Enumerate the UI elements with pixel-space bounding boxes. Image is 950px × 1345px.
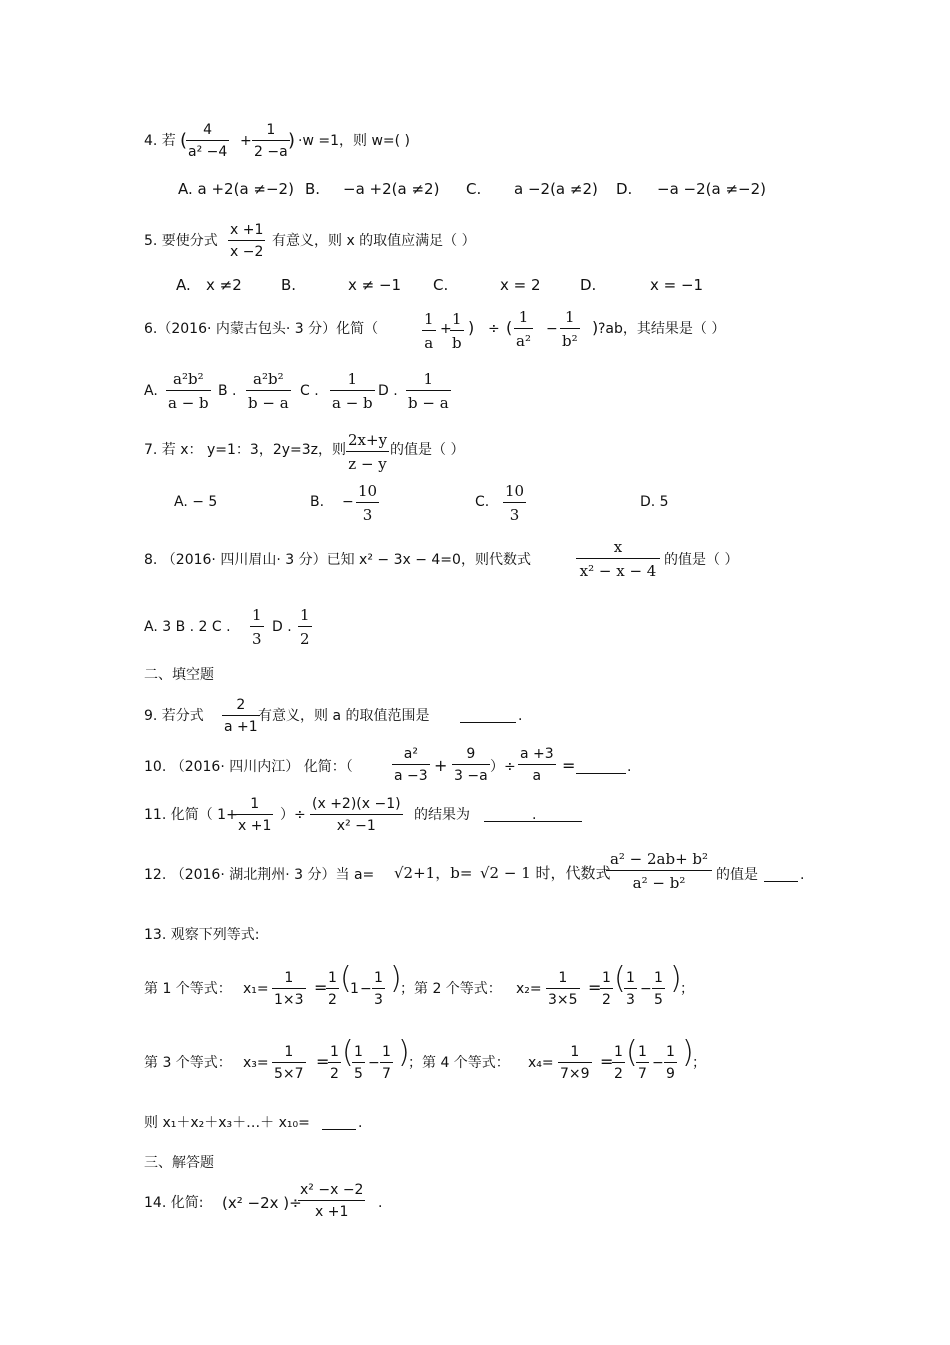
- q4-suffix: ·w =1，则 w=( ): [298, 133, 410, 149]
- q13-eq1-half: 1 2: [328, 970, 337, 1008]
- q6-fraction-2a: 1 a²: [516, 308, 531, 350]
- q6-prefix: 6.（2016· 内蒙古包头· 3 分）化简（: [144, 321, 379, 337]
- q4-plus: +: [240, 133, 252, 149]
- q5-option-d-label: D.: [580, 276, 597, 294]
- q9-answer-blank[interactable]: [460, 709, 516, 723]
- q11-fraction-2: (x +2)(x −1) x² −1: [312, 796, 401, 834]
- q13-eq4-half: 1 2: [614, 1044, 623, 1082]
- q8-suffix: 的值是（ ）: [664, 552, 739, 568]
- q12-prefix: 12. （2016· 湖北荆州· 3 分）当 a=: [144, 867, 375, 883]
- q4-option-d-label: D.: [616, 180, 633, 198]
- q9-fraction: 2 a +1: [224, 697, 258, 735]
- q13-eq4-term-2: 1 9: [666, 1044, 675, 1082]
- q4-option-a: A. a +2(a ≠−2): [178, 180, 294, 198]
- q11-fraction-1: 1 x +1: [238, 796, 272, 834]
- q6-option-a: a²b² a − b: [168, 370, 209, 412]
- q7-suffix: 的值是（ ）: [390, 442, 465, 458]
- q7-option-c: 10 3: [505, 482, 525, 524]
- q13-eq3-term-2: 1 7: [382, 1044, 391, 1082]
- q13-eq1-term: 1 3: [374, 970, 383, 1008]
- q5-option-a: x ≠2: [206, 276, 242, 294]
- q8-option-d-label: D .: [272, 619, 292, 635]
- q6-option-b: a²b² b − a: [248, 370, 289, 412]
- q14-prefix: 14. 化简:: [144, 1195, 204, 1211]
- q13-eq2-label: ；第 2 个等式：: [400, 981, 502, 997]
- q10-fraction-3: a +3 a: [520, 746, 554, 784]
- q6-option-c-label: C .: [300, 383, 319, 399]
- q4-option-c-label: C.: [466, 180, 482, 198]
- q12-suffix: 的值是: [716, 867, 758, 883]
- q5-option-b: x ≠ −1: [348, 276, 402, 294]
- q7-prefix: 7. 若 x： y=1：3，2y=3z，则: [144, 442, 347, 458]
- q13-eq3-term-1: 1 5: [354, 1044, 363, 1082]
- q8-options-ab: A. 3 B . 2 C .: [144, 619, 231, 635]
- q13-eq3-half: 1 2: [330, 1044, 339, 1082]
- q4-fraction-1: 4 a² −4: [188, 122, 228, 160]
- q6-option-c: 1 a − b: [332, 370, 373, 412]
- q5-option-a-label: A.: [176, 276, 191, 294]
- q13-eq2-term-1: 1 3: [626, 970, 635, 1008]
- q10-answer-blank[interactable]: [576, 760, 626, 774]
- q13-sum: 则 x₁＋x₂＋x₃＋…＋ x₁₀=: [144, 1115, 310, 1131]
- q13-eq1-fraction: 1 1×3: [274, 970, 304, 1008]
- q6-option-d-label: D .: [378, 383, 398, 399]
- q13-eq2-fraction: 1 3×5: [548, 970, 578, 1008]
- q6-divide: ÷: [488, 321, 500, 337]
- q8-option-c: 1 3: [252, 606, 262, 648]
- q4-prefix: 4. 若: [144, 133, 176, 149]
- q13-eq4-label: ；第 4 个等式：: [408, 1055, 510, 1071]
- q4-option-b: −a +2(a ≠2): [343, 180, 440, 198]
- q12-a-value: √2+1，b=: [394, 864, 473, 882]
- q9-prefix: 9. 若分式: [144, 708, 204, 724]
- q4-option-d: −a −2(a ≠−2): [657, 180, 766, 198]
- q7-option-b-label: B.: [310, 494, 325, 510]
- q5-option-c-label: C.: [433, 276, 449, 294]
- q6-option-d: 1 b − a: [408, 370, 449, 412]
- q6-fraction-1b: 1 b: [452, 310, 462, 352]
- q4-close-paren: ): [288, 130, 296, 151]
- q13-title: 13. 观察下列等式:: [144, 927, 260, 943]
- q4-option-b-label: B.: [305, 180, 321, 198]
- q13-eq4-term-1: 1 7: [638, 1044, 647, 1082]
- q7-option-b: 10 3: [358, 482, 378, 524]
- q12-fraction: a² − 2ab+ b² a² − b²: [606, 850, 712, 892]
- q5-option-b-label: B.: [281, 276, 297, 294]
- q11-prefix: 11. 化简（ 1+: [144, 807, 238, 823]
- q10-prefix: 10. （2016· 四川内江） 化简：（: [144, 759, 353, 775]
- q7-option-c-label: C.: [475, 494, 490, 510]
- q5-suffix: 有意义，则 x 的取值应满足（ ）: [272, 233, 476, 249]
- q14-fraction: x² −x −2 x +1: [300, 1182, 364, 1220]
- q8-fraction: x x² − x − 4: [576, 538, 660, 580]
- q10-fraction-1: a² a −3: [394, 746, 428, 784]
- q4-open-paren: (: [180, 130, 188, 151]
- q11-suffix: 的结果为: [414, 807, 470, 823]
- q13-answer-blank[interactable]: [322, 1116, 356, 1130]
- q7-option-b-sign: −: [342, 494, 354, 510]
- section-solve: 三、解答题: [144, 1155, 214, 1171]
- q4-option-c: a −2(a ≠2): [514, 180, 598, 198]
- q7-fraction: 2x+y z − y: [348, 431, 388, 473]
- q6-suffix: ?ab，其结果是（ ）: [598, 321, 726, 337]
- q7-option-a: A. − 5: [174, 494, 218, 510]
- q6-option-a-label: A.: [144, 383, 158, 399]
- q6-fraction-2b: 1 b²: [562, 308, 578, 350]
- q5-prefix: 5. 要使分式: [144, 233, 218, 249]
- section-fill-in: 二、填空题: [144, 667, 214, 683]
- q4-fraction-2: 1 2 −a: [254, 122, 288, 160]
- q14-lhs: (x² −2x )÷: [222, 1194, 302, 1212]
- q13-eq4-fraction: 1 7×9: [560, 1044, 590, 1082]
- q10-fraction-2: 9 3 −a: [454, 746, 488, 784]
- q5-option-c: x = 2: [500, 276, 541, 294]
- q6-fraction-1a: 1 a: [424, 310, 434, 352]
- q9-suffix: 有意义，则 a 的取值范围是: [258, 708, 430, 724]
- q12-answer-blank[interactable]: [764, 868, 798, 882]
- q8-option-d: 1 2: [300, 606, 310, 648]
- q8-prefix: 8. （2016· 四川眉山· 3 分）已知 x² − 3x − 4=0，则代数式: [144, 552, 531, 568]
- q12-b-value: √2 − 1 时，代数式: [480, 864, 611, 882]
- q7-option-d: D. 5: [640, 494, 669, 510]
- q5-fraction: x +1 x −2: [230, 222, 264, 260]
- q13-eq1-label: 第 1 个等式：: [144, 981, 232, 997]
- q13-eq2-term-2: 1 5: [654, 970, 663, 1008]
- q13-eq3-fraction: 1 5×7: [274, 1044, 304, 1082]
- q6-option-b-label: B .: [218, 383, 237, 399]
- q5-option-d: x = −1: [650, 276, 704, 294]
- q13-eq2-half: 1 2: [602, 970, 611, 1008]
- q13-eq3-label: 第 3 个等式：: [144, 1055, 232, 1071]
